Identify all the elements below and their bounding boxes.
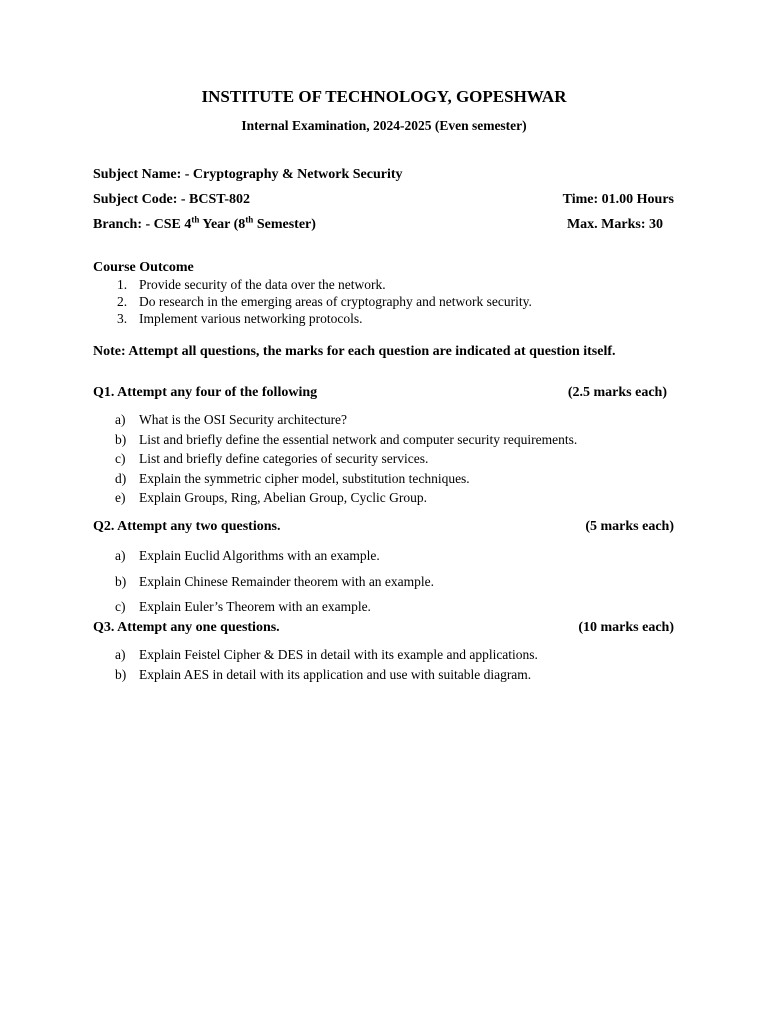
branch <box>93 214 316 233</box>
q2-list <box>93 543 434 620</box>
branch-prefix: Branch: - CSE 4 <box>93 217 192 232</box>
list-item: a) Explain Euclid Algorithms with an example. <box>115 548 380 563</box>
exam-time: Time: 01.00 Hours <box>562 192 674 207</box>
q1-marks: (2.5 marks each) <box>567 385 667 400</box>
branch-mid: Year (8 <box>199 217 246 232</box>
list-item: b) Explain Chinese Remainder theorem with an example. <box>115 573 435 589</box>
subject-name: Subject Name: - Cryptography & Network Security <box>93 167 403 182</box>
list-item: 3. Implement various networking protocols. <box>117 311 363 326</box>
list-item: 1. Provide security of the data over the network. <box>117 277 386 292</box>
q1-title: Q1. Attempt any four of the following <box>93 385 318 400</box>
list-item: a) Explain Feistel Cipher & DES in detail with its example and applications. <box>115 647 538 662</box>
list-item: 2. Do research in the emerging areas of cryptography and network security. <box>117 294 532 309</box>
branch-suffix: Semester) <box>253 217 316 232</box>
course-outcome-list <box>93 276 532 327</box>
q1-list <box>93 410 577 508</box>
list-item: a) What is the OSI Security architecture? <box>115 412 348 427</box>
list-item: b) List and briefly define the essential network and computer security requirements. <box>115 431 578 447</box>
q3-title: Q3. Attempt any one questions. <box>93 620 280 635</box>
list-item: d) Explain the symmetric cipher model, substitution techniques. <box>115 470 470 486</box>
institute-title: INSTITUTE OF TECHNOLOGY, GOPESHWAR <box>201 87 567 106</box>
q2-marks: (5 marks each) <box>585 519 674 534</box>
list-item: e) Explain Groups, Ring, Abelian Group, Cyclic Group. <box>115 490 427 505</box>
branch-sup-1: th <box>191 214 200 225</box>
list-item: b) Explain AES in detail with its application and use with suitable diagram. <box>115 666 532 682</box>
branch-sup-2: th <box>245 214 254 225</box>
list-item: c) List and briefly define categories of security services. <box>115 451 429 466</box>
q2-title: Q2. Attempt any two questions. <box>93 519 281 534</box>
q3-marks: (10 marks each) <box>578 620 674 635</box>
note: Note: Attempt all questions, the marks for each question are indicated at question itself. <box>93 344 616 359</box>
max-marks: Max. Marks: 30 <box>566 217 663 232</box>
exam-subtitle: Internal Examination, 2024-2025 (Even semester) <box>241 118 527 133</box>
subject-code: Subject Code: - BCST-802 <box>93 192 250 207</box>
list-item: c) Explain Euler’s Theorem with an example. <box>115 599 371 614</box>
course-outcome-title: Course Outcome <box>93 260 194 275</box>
q3-list <box>93 645 538 684</box>
